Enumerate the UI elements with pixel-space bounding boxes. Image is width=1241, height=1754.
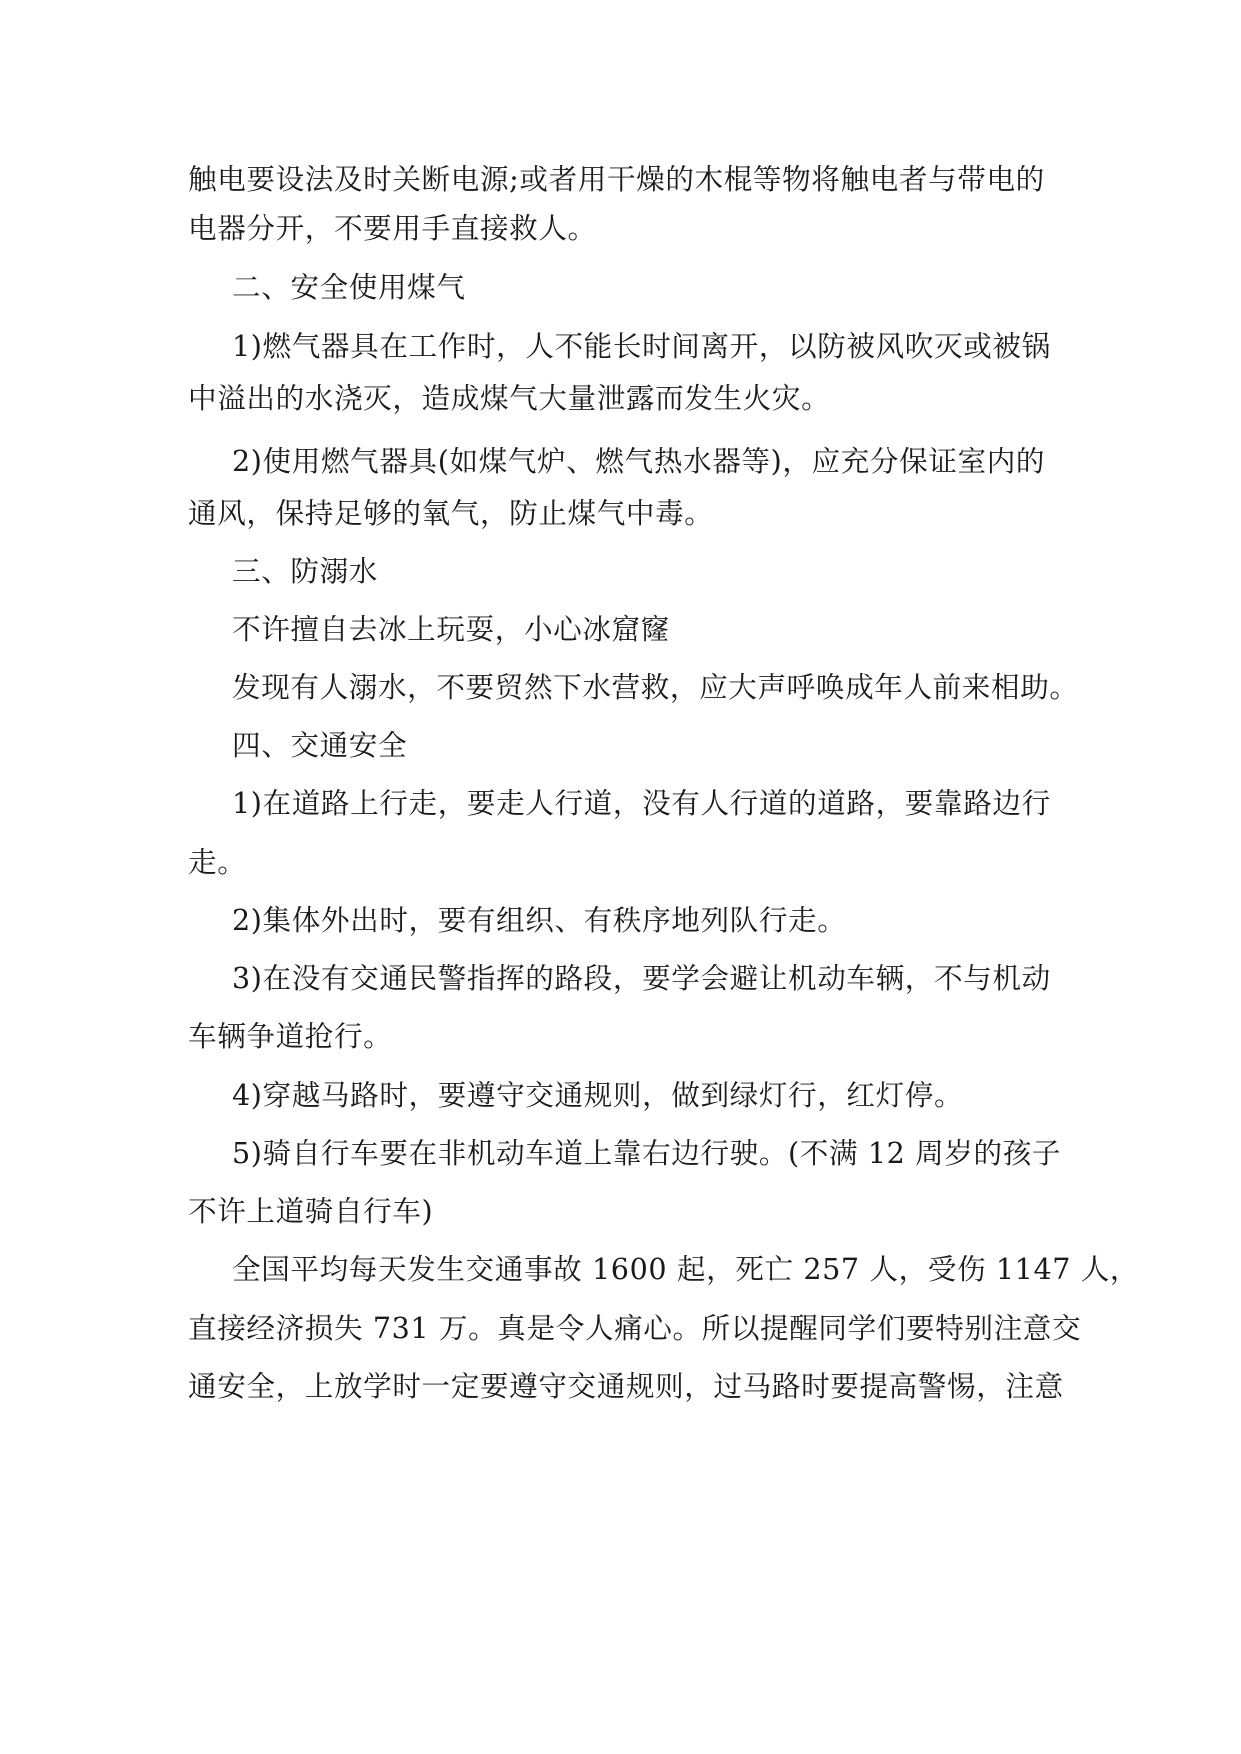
section-heading: 三、防溺水 bbox=[232, 554, 378, 588]
text-line: 发现有人溺水，不要贸然下水营救，应大声呼唤成年人前来相助。 bbox=[232, 670, 1079, 704]
text-line: 5)骑自行车要在非机动车道上靠右边行驶。(不满 12 周岁的孩子 bbox=[232, 1136, 1062, 1170]
text-line: 3)在没有交通民警指挥的路段，要学会避让机动车辆，不与机动 bbox=[232, 961, 1051, 995]
text-line: 全国平均每天发生交通事故 1600 起，死亡 257 人，受伤 1147 人， bbox=[232, 1252, 1140, 1286]
text-line: 通安全，上放学时一定要遵守交通规则，过马路时要提高警惕，注意 bbox=[188, 1369, 1064, 1403]
text-line: 2)使用燃气器具(如煤气炉、燃气热水器等)，应充分保证室内的 bbox=[232, 444, 1046, 478]
text-line: 不许上道骑自行车) bbox=[188, 1194, 434, 1228]
text-line: 2)集体外出时，要有组织、有秩序地列队行走。 bbox=[232, 903, 847, 937]
text-line: 触电要设法及时关断电源;或者用干燥的木棍等物将触电者与带电的 bbox=[188, 162, 1045, 196]
text-line: 中溢出的水浇灭，造成煤气大量泄露而发生火灾。 bbox=[188, 381, 831, 415]
text-line: 走。 bbox=[188, 845, 247, 879]
text-line: 电器分开，不要用手直接救人。 bbox=[188, 211, 597, 245]
section-heading: 四、交通安全 bbox=[232, 728, 408, 762]
section-heading: 二、安全使用煤气 bbox=[232, 270, 466, 304]
text-line: 直接经济损失 731 万。真是令人痛心。所以提醒同学们要特别注意交 bbox=[188, 1311, 1082, 1345]
text-line: 通风，保持足够的氧气，防止煤气中毒。 bbox=[188, 496, 714, 530]
text-line: 4)穿越马路时，要遵守交通规则，做到绿灯行，红灯停。 bbox=[232, 1078, 964, 1112]
text-line: 1)燃气器具在工作时，人不能长时间离开，以防被风吹灭或被锅 bbox=[232, 329, 1051, 363]
text-line: 1)在道路上行走，要走人行道，没有人行道的道路，要靠路边行 bbox=[232, 786, 1051, 820]
text-line: 车辆争道抢行。 bbox=[188, 1019, 393, 1053]
text-line: 不许擅自去冰上玩耍，小心冰窟窿 bbox=[232, 612, 670, 646]
